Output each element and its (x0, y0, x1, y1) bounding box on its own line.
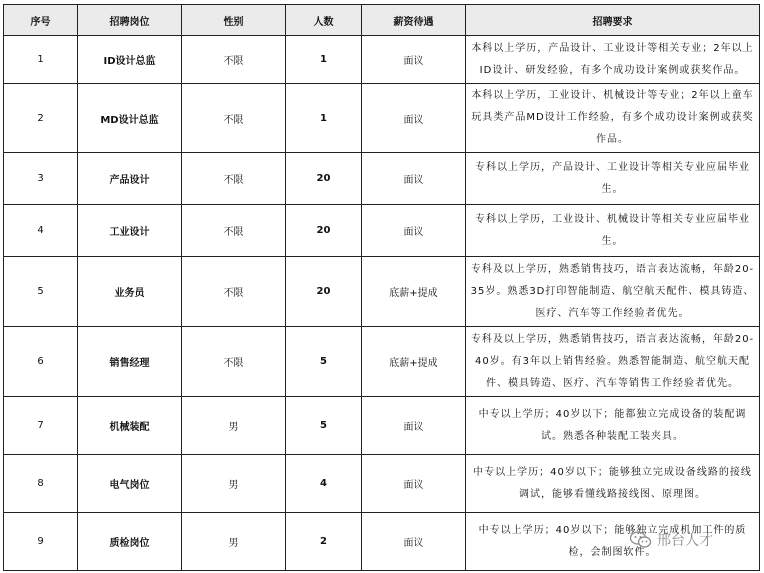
row-salary: 底薪+提成 (362, 257, 466, 327)
row-position: 工业设计 (78, 205, 182, 257)
header-no: 序号 (4, 5, 78, 36)
row-position: 机械装配 (78, 397, 182, 455)
wechat-icon (630, 531, 652, 549)
row-requirement: 专科及以上学历，熟悉销售技巧，语言表达流畅，年龄20-40岁。有3年以上销售经验。熟悉智能制造、航空航天配件、模具铸造、医疗、汽车等销售工作经验者优先。 (466, 327, 760, 397)
row-position: 销售经理 (78, 327, 182, 397)
row-requirement: 本科以上学历，工业设计、机械设计等专业；2年以上童车玩具类产品MD设计工作经验，有多个成功设计案例或获奖作品。 (466, 84, 760, 153)
row-gender: 不限 (182, 36, 286, 84)
row-count: 4 (286, 455, 362, 513)
row-position: 电气岗位 (78, 455, 182, 513)
row-salary: 面议 (362, 397, 466, 455)
row-requirement: 专科及以上学历，熟悉销售技巧，语言表达流畅，年龄20-35岁。熟悉3D打印智能制造、航空航天配件、模具铸造、医疗、汽车等工作经验者优先。 (466, 257, 760, 327)
row-requirement: 专科以上学历，工业设计、机械设计等相关专业应届毕业生。 (466, 205, 760, 257)
row-no: 5 (4, 257, 78, 327)
row-position: 业务员 (78, 257, 182, 327)
watermark-text: 邢台人才 (657, 533, 713, 549)
row-no: 8 (4, 455, 78, 513)
row-gender: 不限 (182, 327, 286, 397)
row-position: 质检岗位 (78, 513, 182, 571)
header-position: 招聘岗位 (78, 5, 182, 36)
row-count: 1 (286, 36, 362, 84)
header-salary: 薪资待遇 (362, 5, 466, 36)
row-requirement: 中专以上学历；40岁以下；能够独立完成机加工件的质检，会制图软件。 (466, 513, 760, 571)
row-no: 7 (4, 397, 78, 455)
row-gender: 男 (182, 513, 286, 571)
row-no: 1 (4, 36, 78, 84)
header-requirement: 招聘要求 (466, 5, 760, 36)
row-requirement: 专科以上学历，产品设计、工业设计等相关专业应届毕业生。 (466, 153, 760, 205)
header-row (4, 5, 760, 36)
row-gender: 男 (182, 397, 286, 455)
row-count: 5 (286, 327, 362, 397)
table-row (4, 84, 760, 153)
row-count: 1 (286, 84, 362, 153)
row-no: 3 (4, 153, 78, 205)
row-count: 20 (286, 205, 362, 257)
row-gender: 男 (182, 455, 286, 513)
row-position: ID设计总监 (78, 36, 182, 84)
row-no: 4 (4, 205, 78, 257)
row-no: 2 (4, 84, 78, 153)
row-no: 9 (4, 513, 78, 571)
row-requirement: 中专以上学历；40岁以下；能够独立完成设备线路的接线调试，能够看懂线路接线图、原理图。 (466, 455, 760, 513)
row-salary: 面议 (362, 36, 466, 84)
table-row (4, 153, 760, 205)
table-row (4, 327, 760, 397)
row-requirement: 中专以上学历；40岁以下；能都独立完成设备的装配调试。熟悉各种装配工装夹具。 (466, 397, 760, 455)
row-count: 5 (286, 397, 362, 455)
table-row (4, 36, 760, 84)
row-no: 6 (4, 327, 78, 397)
row-gender: 不限 (182, 153, 286, 205)
row-gender: 不限 (182, 84, 286, 153)
row-count: 20 (286, 257, 362, 327)
header-count: 人数 (286, 5, 362, 36)
row-salary: 面议 (362, 84, 466, 153)
row-salary: 面议 (362, 153, 466, 205)
row-salary: 面议 (362, 513, 466, 571)
row-salary: 面议 (362, 455, 466, 513)
header-gender: 性别 (182, 5, 286, 36)
row-requirement: 本科以上学历，产品设计、工业设计等相关专业；2年以上ID设计、研发经验，有多个成功设计案例或获奖作品。 (466, 36, 760, 84)
watermark (630, 529, 713, 551)
table-row (4, 205, 760, 257)
row-count: 20 (286, 153, 362, 205)
table-row (4, 455, 760, 513)
row-position: MD设计总监 (78, 84, 182, 153)
row-count: 2 (286, 513, 362, 571)
row-gender: 不限 (182, 257, 286, 327)
row-gender: 不限 (182, 205, 286, 257)
table-row (4, 397, 760, 455)
row-position: 产品设计 (78, 153, 182, 205)
row-salary: 面议 (362, 205, 466, 257)
row-salary: 底薪+提成 (362, 327, 466, 397)
recruitment-table (3, 4, 760, 571)
table-row (4, 257, 760, 327)
